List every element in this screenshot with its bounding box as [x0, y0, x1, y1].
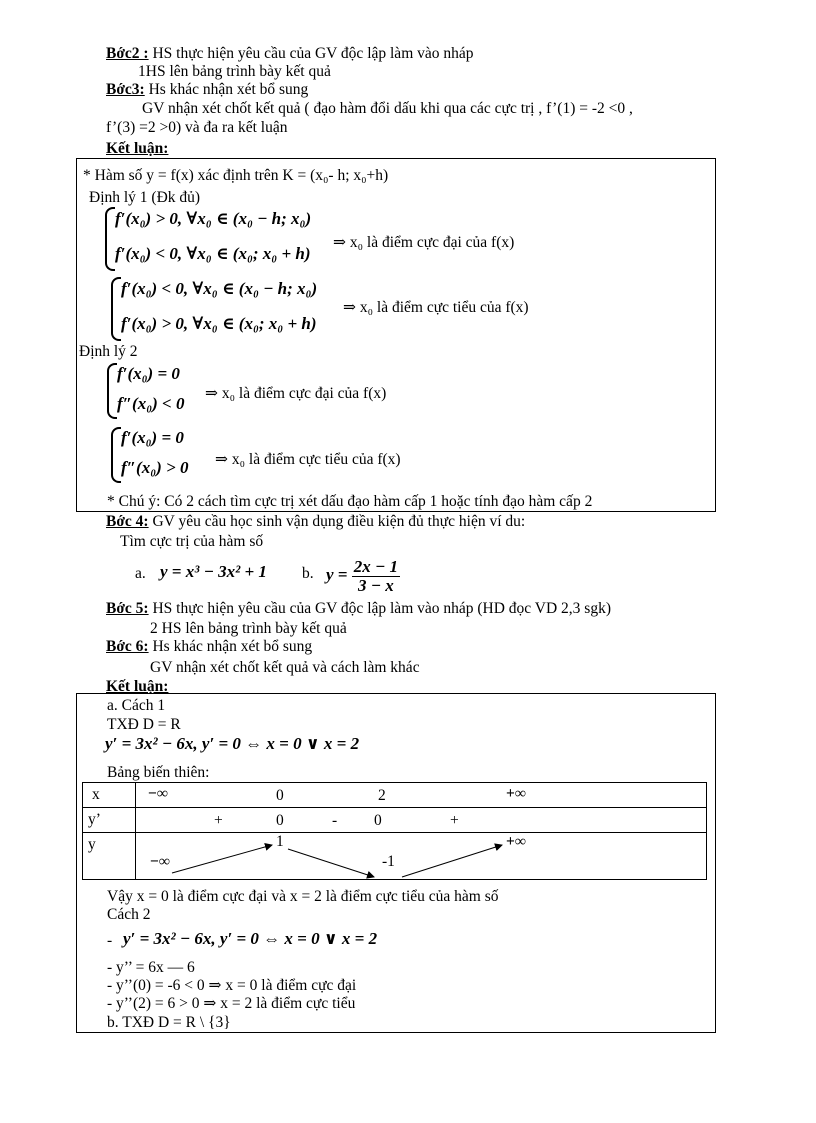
- method-2-derivative: y′ = 3x² − 6x, y′ = 0 ⇔ x = 0 ∨ x = 2: [123, 929, 378, 948]
- yprime-minus: -: [332, 812, 338, 829]
- y-neg-inf: −∞: [150, 853, 170, 870]
- thm1-a-line1: f′(x₀) > 0, ∀x₀ ∈ (x₀ − h; x₀): [115, 209, 312, 228]
- arrow-increasing-1: [172, 845, 272, 873]
- yprime-plus-2: +: [450, 812, 459, 829]
- method-1-conclusion: Vậy x = 0 là điểm cực đại và x = 2 là điểm cực tiểu của hàm số: [107, 888, 499, 905]
- conclusion-heading-1: Kết luận:: [106, 140, 169, 157]
- yprime-plus-1: +: [214, 812, 223, 829]
- example-b-denominator: 3 − x: [357, 575, 394, 595]
- step-5-label: Bớc 5:: [106, 600, 149, 617]
- solution-box: [76, 693, 716, 1033]
- thm2-a-line2: f″(x₀) < 0: [117, 394, 185, 413]
- example-a-label: a.: [135, 565, 146, 582]
- note: * Chú ý: Có 2 cách tìm cực trị xét dấu đạo hàm cấp 1 hoặc tính đạo hàm cấp 2: [107, 493, 593, 510]
- theorem-1-title: Định lý 1 (Đk đủ): [89, 189, 201, 206]
- x-pos-inf: +∞: [506, 785, 526, 802]
- x-zero: 0: [276, 787, 284, 804]
- x-neg-inf: −∞: [148, 785, 168, 802]
- arrow-increasing-2: [402, 845, 502, 877]
- method-2-title: Cách 2: [107, 906, 151, 923]
- example-a-formula: y = x³ − 3x² + 1: [160, 562, 267, 581]
- arrow-decreasing: [288, 849, 374, 877]
- step-6-sub: GV nhận xét chốt kết quả và cách làm khác: [150, 659, 420, 676]
- step-4-label: Bớc 4:: [106, 513, 149, 530]
- variation-arrows: [136, 833, 706, 879]
- example-b-numerator: 2x − 1: [353, 556, 399, 576]
- method-2-line-3: - y’’(2) = 6 > 0 ⇒ x = 2 là điểm cực tiểu: [107, 995, 356, 1012]
- theorem-intro: * Hàm số y = f(x) xác định trên K = (x₀- h; x₀+h): [83, 167, 389, 184]
- thm1-b-result: ⇒ x₀ là điểm cực tiểu của f(x): [343, 299, 529, 316]
- method-2-dash: -: [107, 932, 113, 949]
- step-3-sub2: f’(3) =2 >0) và đa ra kết luận: [106, 119, 288, 136]
- method-2-line-1: - y’’ = 6x — 6: [107, 959, 195, 976]
- example-b: [326, 555, 400, 595]
- row-x-label: x: [92, 786, 100, 803]
- step-4: [106, 513, 525, 530]
- variation-table: [82, 782, 707, 880]
- step-6: [106, 638, 312, 655]
- brace-1a: [105, 207, 115, 271]
- step-5: [106, 600, 611, 617]
- step-5-sub: 2 HS lên bảng trình bày kết quả: [150, 620, 347, 637]
- thm1-b-line1: f′(x₀) < 0, ∀x₀ ∈ (x₀ − h; x₀): [121, 279, 318, 298]
- step-6-text: Hs khác nhận xét bổ sung: [152, 638, 313, 655]
- thm1-b-line2: f′(x₀) > 0, ∀x₀ ∈ (x₀; x₀ + h): [121, 314, 317, 333]
- y-pos-inf: +∞: [506, 833, 526, 850]
- method-1-title: a. Cách 1: [107, 697, 166, 714]
- y-max-value: 1: [276, 833, 284, 850]
- yprime-zero-1: 0: [276, 812, 284, 829]
- row-yprime-label: y’: [88, 811, 101, 828]
- step-2-label: Bớc2 :: [106, 45, 149, 62]
- theorem-2-title: Định lý 2: [79, 343, 138, 360]
- table-row-yprime: [83, 808, 707, 833]
- thm2-b-result: ⇒ x₀ là điểm cực tiểu của f(x): [215, 451, 401, 468]
- thm2-a-line1: f′(x₀) = 0: [117, 364, 180, 383]
- step-4-sub: Tìm cực trị của hàm số: [120, 533, 264, 550]
- step-3: [106, 81, 308, 98]
- variation-table-title: Bảng biến thiên:: [107, 764, 210, 781]
- step-4-text: GV yêu cầu học sinh vận dụng điều kiện đủ thực hiện ví du:: [152, 513, 526, 530]
- thm2-b-line1: f′(x₀) = 0: [121, 428, 184, 447]
- domain-text: TXĐ D = R: [107, 716, 181, 733]
- table-row-x: [83, 783, 707, 808]
- brace-2a: [107, 363, 117, 419]
- thm2-a-result: ⇒ x₀ là điểm cực đại của f(x): [205, 385, 387, 402]
- step-2-text: HS thực hiện yêu cầu của GV độc lập làm vào nháp: [152, 45, 474, 62]
- yprime-zero-2: 0: [374, 812, 382, 829]
- step-2: [106, 45, 474, 62]
- derivative-line: y′ = 3x² − 6x, y′ = 0 ⇔ x = 0 ∨ x = 2: [105, 734, 360, 753]
- x-two: 2: [378, 787, 386, 804]
- step-3-sub1: GV nhận xét chốt kết quả ( đạo hàm đổi dấu khi qua các cực trị , f’(1) = -2 <0 ,: [142, 100, 633, 117]
- step-3-text: Hs khác nhận xét bổ sung: [148, 81, 309, 98]
- thm1-a-result: ⇒ x₀ là điểm cực đại của f(x): [333, 234, 515, 251]
- brace-1b: [111, 277, 121, 341]
- row-y-label: y: [88, 836, 96, 853]
- brace-2b: [111, 427, 121, 483]
- part-b-domain: b. TXĐ D = R \ {3}: [107, 1014, 231, 1031]
- thm2-b-line2: f″(x₀) > 0: [121, 458, 189, 477]
- example-b-y: y =: [326, 565, 348, 584]
- thm1-a-line2: f′(x₀) < 0, ∀x₀ ∈ (x₀; x₀ + h): [115, 244, 311, 263]
- step-5-text: HS thực hiện yêu cầu của GV độc lập làm vào nháp (HD đọc VD 2,3 sgk): [152, 600, 611, 617]
- method-2-line-2: - y’’(0) = -6 < 0 ⇒ x = 0 là điểm cực đại: [107, 977, 357, 994]
- step-6-label: Bớc 6:: [106, 638, 149, 655]
- theorem-box: [76, 158, 716, 512]
- conclusion-heading-2: Kết luận:: [106, 678, 169, 695]
- example-b-fraction: [352, 558, 400, 595]
- step-2-sub: 1HS lên bảng trình bày kết quả: [138, 63, 331, 80]
- y-min-value: -1: [382, 853, 395, 870]
- step-3-label: Bớc3:: [106, 81, 145, 98]
- example-b-label: b.: [302, 565, 314, 582]
- table-row-y: [83, 833, 707, 880]
